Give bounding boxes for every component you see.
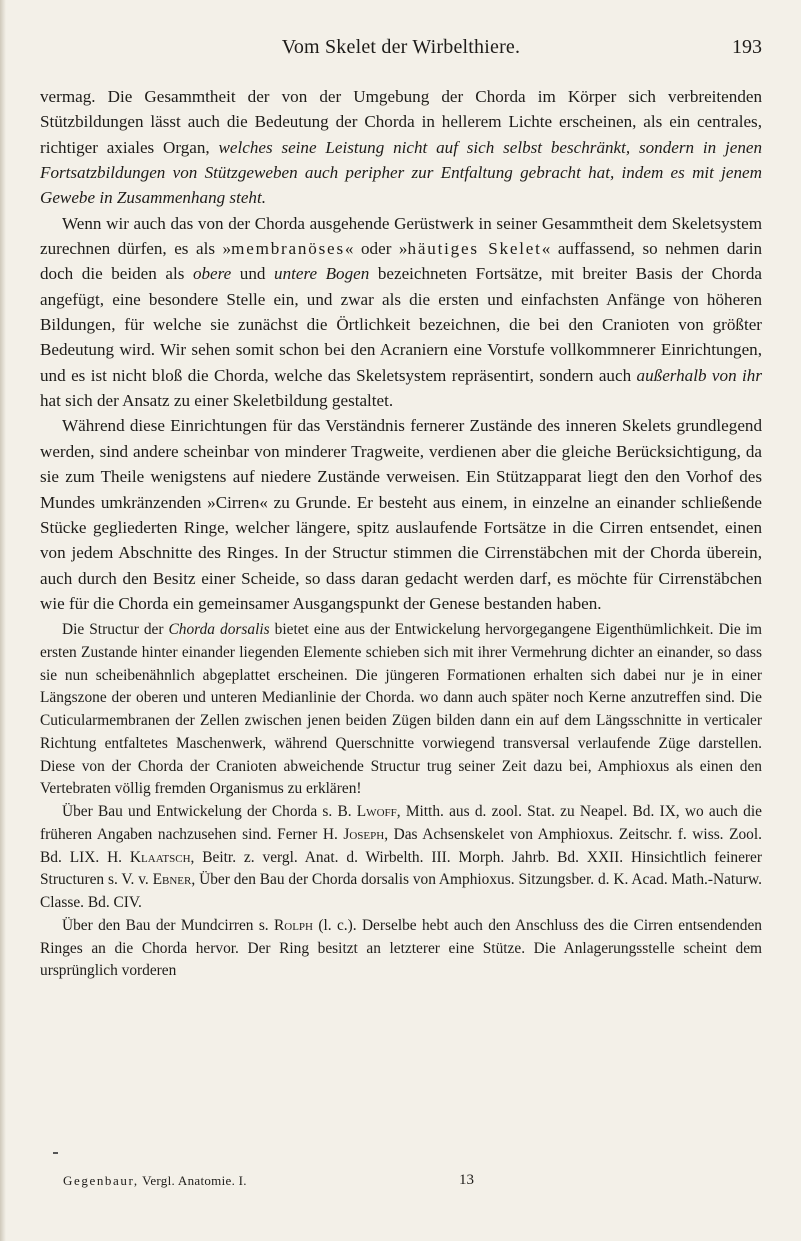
emphasis-text: Chorda dorsalis: [168, 621, 270, 639]
text-run: Über Bau und Entwickelung der Chorda s. B.: [62, 803, 357, 821]
text-run: hat sich der Ansatz zu einer Skeletbildung gestaltet.: [40, 391, 394, 411]
author-name: Rolph: [274, 916, 313, 934]
text-run: « oder »: [344, 239, 408, 259]
spaced-term: häutiges Skelet: [407, 239, 542, 259]
note-literature-mundcirren: [40, 915, 762, 983]
text-run: Über den Bau der Mundcirren s.: [62, 916, 274, 934]
signature-publisher: Gegenbaur,: [63, 1173, 139, 1188]
note-literature-chorda: [40, 801, 762, 915]
text-run: , Beitr. z. vergl. Anat. d. Wirbelth. III. Morph. Jahrb. Bd. XXII. Hinsichtlich feinerer Structuren s. V. v.: [40, 848, 762, 889]
paragraph-membranous-skeleton: [40, 211, 762, 414]
paragraph-cirren-support: [40, 413, 762, 616]
author-name: Ebner: [152, 871, 192, 889]
text-run: (l. c.). Derselbe hebt auch den Anschluss des die Cirren entsendenden Ringes an die Chorda hervor. Der Ring besitzt an letzterer eine Stütze. Die Anlagerungsstelle scheint dem ursprünglich vorderen: [40, 916, 762, 980]
page-number: 193: [732, 36, 762, 58]
margin-mark: [53, 1152, 58, 1154]
page-body: [40, 84, 762, 983]
signature-line: [63, 1173, 763, 1193]
emphasis-text: untere Bogen: [274, 264, 370, 284]
emphasis-text: außerhalb von ihr: [636, 365, 762, 385]
text-run: , Das Achsenskelet von Amphioxus. Zeitschr. f. wiss. Zool. Bd. LIX. H.: [40, 825, 762, 866]
running-title: Vom Skelet der Wirbelthiere.: [281, 36, 521, 58]
text-run: Die Structur der: [62, 621, 169, 639]
text-run: , Mitth. aus d. zool. Stat. zu Neapel. Bd. IX, wo auch die früheren Angaben nachzusehen sind. Ferner H.: [40, 803, 762, 843]
author-name: Joseph: [343, 825, 385, 843]
author-name: Lwoff: [356, 803, 397, 821]
text-run: « auffassend, so nehmen darin doch die beiden als: [40, 239, 762, 284]
text-run: vermag. Die Gesammtheit der von der Umgebung der Chorda im Körper sich verbreitenden Stützbildungen lässt auch die Bedeutung der Chorda in hellerem Lichte erscheinen, als ein centrales, richtiger axiales Organ,: [40, 87, 762, 157]
paragraph-chorda-axial-organ: [40, 84, 762, 211]
signature-number: 13: [459, 1172, 474, 1188]
signature-imprint: [63, 1173, 247, 1189]
emphasis-text: welches seine Leistung nicht auf sich selbst beschränkt, sondern in jenen Fortsatzbildungen von Stützgeweben auch peripher zur Entfaltung gebracht hat, indem es mit jenem Gewebe in Zusammenhang steht.: [40, 137, 762, 208]
signature-title: Vergl. Anatomie. I.: [142, 1173, 247, 1188]
author-name: Klaatsch: [129, 848, 191, 866]
text-run: Wenn wir auch das von der Chorda ausgehende Gerüstwerk in seiner Gesammtheit dem Skeletsystem zurechnen dürfen, es als »: [40, 213, 762, 259]
emphasis-text: obere: [192, 264, 232, 284]
text-run: Während diese Einrichtungen für das Verständnis fernerer Zustände des inneren Skelets grundlegend werden, sind andere scheinbar von minderer Tragweite, verdienen aber die gleiche Berücksichtigung, da sie zum Theile wenigstens auf niedere Zustände verweisen. Ein Stützapparat liegt den den Vorhof des Mundes umkränzenden »Cirren« zu Grunde. Er besteht aus einem, in einzelne an einander schließende Stücke gegliederten Ringe, welcher längere, spitz auslaufende Fortsätze in die Cirren entsendet, einen von jedem Abschnitte des Ringes. In der Structur stimmen die Cirrenstäbchen mit der Chorda überein, auch durch den Besitz einer Scheide, so dass daran gedacht werden darf, es möchte für Cirrenstäbchen wie für die Chorda ein gemeinsamer Ausgangspunkt der Genese bestanden haben.: [40, 416, 762, 613]
page-gutter-shadow: [0, 0, 6, 1241]
text-run: und: [231, 264, 275, 284]
text-run: , Über den Bau der Chorda dorsalis von Amphioxus. Sitzungsber. d. K. Acad. Math.-Naturw. Classe. Bd. CIV.: [40, 871, 762, 912]
text-run: bezeichneten Fortsätze, mit breiter Basis der Chorda angefügt, eine besondere Stelle ein, und zwar als die ersten und einfachsten Anfänge von höheren Bildungen, für welche sie zunächst die Örtlichkeit bezeichnen, die bei den Cranioten von größter Bedeutung wird. Wir sehen somit schon bei den Acraniern eine Vorstufe vollkommnerer Einrichtungen, und es ist nicht bloß die Chorda, welche das Skeletsystem repräsentirt, sondern auch: [40, 264, 762, 385]
spaced-term: membranöses: [231, 239, 345, 259]
note-chorda-structure: [40, 619, 762, 801]
page-header: [40, 36, 762, 64]
text-run: bietet eine aus der Entwickelung hervorgegangene Eigenthümlichkeit. Die im ersten Zustande hinter einander liegenden Elemente schieben sich mit ihrer Vermehrung dichter an einander, so dass sie nun scheibenähnlich abgeplattet erscheinen. Die jüngeren Formationen erhalten sich dabei nur je in einer Längszone der oberen und unteren Medianlinie der Chorda. wo dann auch später noch Kerne anzutreffen sind. Die Cuticularmembranen der Zellen zwischen jenen beiden Zügen bilden dann ein auf dem Längsschnitte in verticaler Richtung entfaltetes Maschenwerk, während Querschnitte vorwiegend transversal verlaufende Züge darstellen. Diese von der Chorda der Cranioten abweichende Structur trug seiner Zeit dazu bei, Amphioxus als einen den Vertebraten völlig fremden Organismus zu erklären!: [40, 621, 762, 798]
